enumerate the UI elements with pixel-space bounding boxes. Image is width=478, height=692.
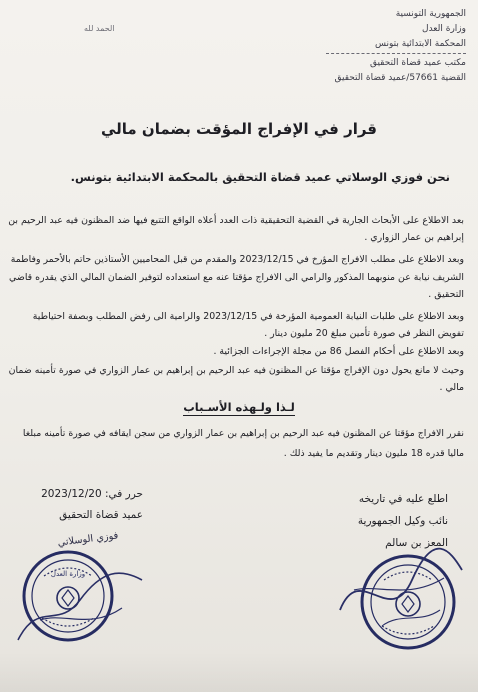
document-title: قرار في الإفراج المؤقت بضمان مالي [100, 120, 378, 138]
recital-2: وبعد الاطلاع على مطلب الافراج المؤرخ في 2023/12/15 والمقدم من قبل المحاميين الأستاذين حاتم بالأحمر وفاطمة الشريف نيابة عن منوبهما المذكور والرامي الى الافراج مؤقتا عنه مع استعداده لتوفير الضمان المالي الذي يقدره قاضي التحقيق . [9, 254, 464, 300]
case-number-line: القضية 57661/عميد قضاة التحقيق [334, 73, 466, 83]
republic-line: الجمهورية التونسية [395, 9, 466, 19]
letterhead [236, 7, 466, 86]
notice-line-1: اطلع عليه في تاريخه [358, 493, 448, 505]
notice-line-3: المعز بن سالم [385, 537, 448, 549]
signer-position: عميد قضاة التحقيق [59, 509, 143, 521]
recital-4: وبعد الاطلاع على أحكام الفصل 86 من مجلة الإجراءات الجزائية . [213, 346, 464, 358]
decision-text: نقرر الافراج مؤقتا عن المظنون فيه عبد الرحيم بن إبراهيم بن عمار الزواري من سجن ايقافه في صورة تأمينه مبلغا ماليا قدره 18 مليون دينار وتقديم ما يفيد ذلك . [22, 428, 464, 459]
stamp-left-label: وزارة العدل [50, 570, 86, 578]
signature-scribble-right [330, 540, 470, 640]
header-divider [326, 53, 466, 54]
issued-date: 2023/12/20 [41, 488, 102, 500]
issued-label: حرر في: [104, 488, 143, 500]
signer-name: فوزي الوسلاتي [57, 530, 119, 549]
paper-shadow [0, 652, 478, 692]
top-note: الحمد لله [84, 24, 115, 33]
reasons-heading [0, 400, 478, 414]
court-line: المحكمة الابتدائية بتونس [375, 39, 466, 49]
recitals [8, 212, 464, 401]
signature-scribble-left [10, 560, 150, 650]
notice-line-2: نائب وكيل الجمهورية [357, 515, 448, 527]
signature-block [18, 484, 143, 526]
recital-3: وبعد الاطلاع على طلبات النيابة العمومية المؤرخة في 2023/12/15 والرامية الى رفض المطلب وبصفة احتياطية تفويض النظر في صورة تأمين مبلغ 20 مليون دينار . [32, 311, 464, 340]
recital-5: وحيث لا مانع يحول دون الإفراج مؤقتا عن المظنون فيه عبد الرحيم بن إبراهيم بن عمار الزواري في صورة تأمينه ضمان مالي . [8, 364, 464, 393]
recital-1: بعد الاطلاع على الأبحاث الجارية في القضية التحقيقية ذات العدد أعلاه الواقع التتبع فيها ضد المظنون فيه عبد الرحيم بن إبراهيم بن عمار الزواري . [8, 215, 464, 244]
issued-line [18, 484, 143, 505]
issuer-statement: نحن فوزي الوسلاتي عميد قضاة التحقيق بالمحكمة الابتدائية بتونس. [70, 170, 450, 184]
office-line: مكتب عميد قضاة التحقيق [369, 58, 466, 68]
reasons-heading-text: لـذا ولـهذه الأسـباب [183, 400, 295, 414]
ministry-line: وزارة العدل [422, 24, 466, 34]
